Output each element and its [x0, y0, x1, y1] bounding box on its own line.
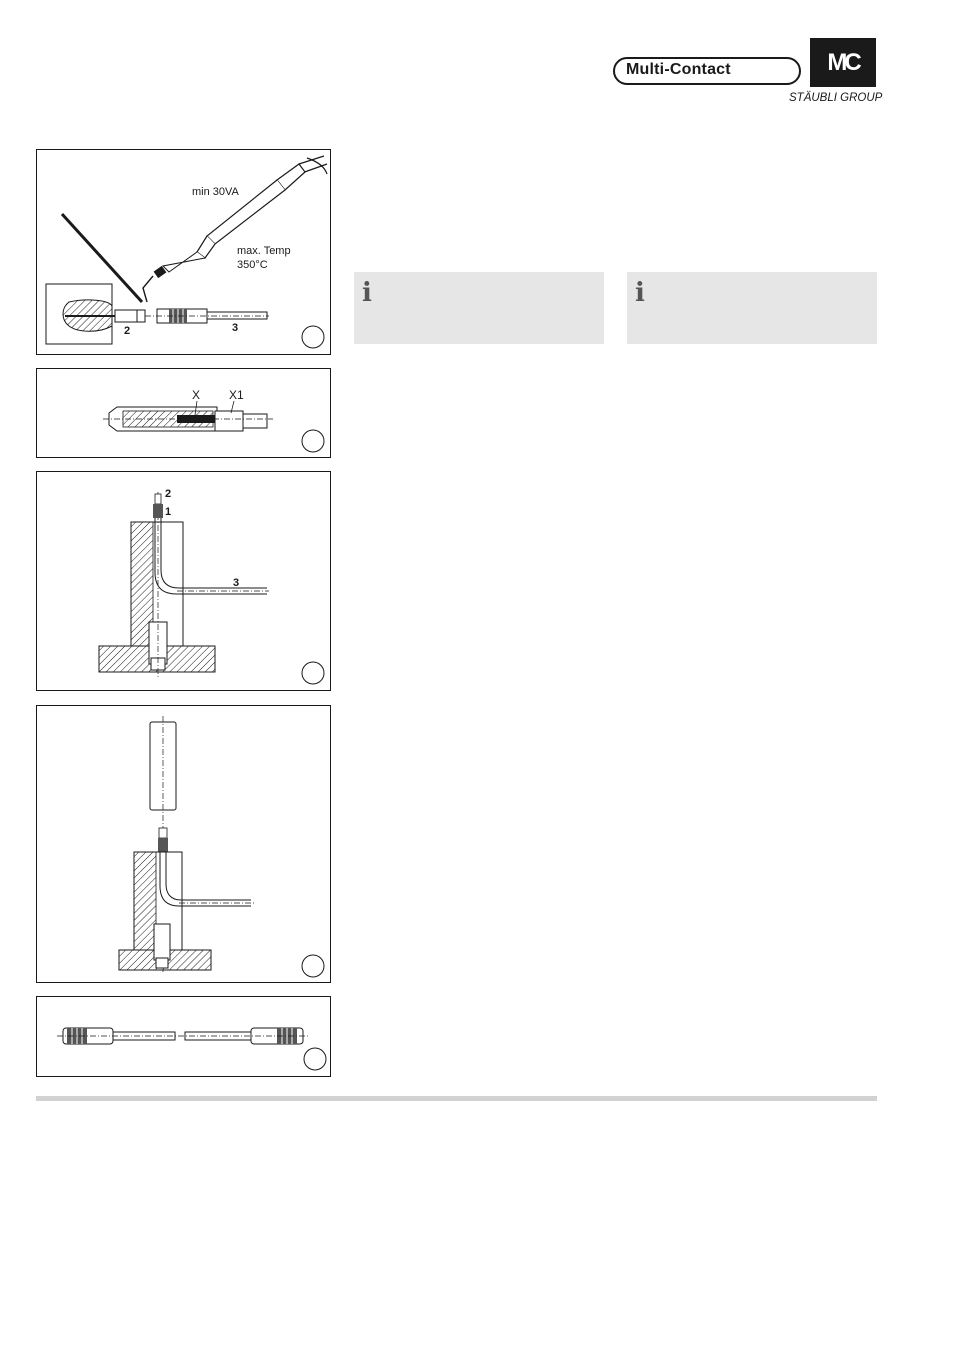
figure-finished-cable	[36, 996, 331, 1077]
figure-assembly-tool	[36, 471, 331, 691]
info-icon: i	[635, 278, 645, 308]
figure-contact-section	[36, 368, 331, 458]
info-box-right	[627, 272, 877, 344]
press-pin-illustration	[37, 706, 332, 984]
finished-cable-illustration	[37, 997, 332, 1078]
callout-x1: X1	[229, 388, 244, 402]
callout-1: 1	[165, 506, 172, 518]
callout-3: 3	[233, 577, 240, 589]
footer-rule	[36, 1096, 877, 1101]
power-label: min 30VA	[192, 186, 239, 198]
callout-2: 2	[124, 325, 131, 337]
step-circle	[302, 662, 324, 684]
temp-label-1: max. Temp	[237, 245, 291, 257]
temp-label-2: 350°C	[237, 259, 268, 271]
figure-soldering	[36, 149, 331, 355]
step-circle	[302, 326, 324, 348]
figure-press-pin	[36, 705, 331, 983]
callout-x: X	[192, 388, 201, 402]
brand-group: STÄUBLI GROUP	[789, 92, 883, 104]
iron-tip	[143, 276, 153, 302]
brand-name: Multi-Contact	[626, 61, 731, 78]
contact-section-illustration	[37, 369, 332, 459]
info-box-left	[354, 272, 604, 344]
step-circle	[302, 430, 324, 452]
soldering-illustration	[37, 150, 332, 356]
step-circle	[302, 955, 324, 977]
callout-2: 2	[165, 488, 172, 500]
assembly-tool-illustration	[37, 472, 332, 692]
info-icon: i	[362, 278, 372, 308]
brand-mark: MC	[810, 38, 876, 87]
step-circle	[304, 1048, 326, 1070]
callout-3: 3	[232, 322, 239, 334]
